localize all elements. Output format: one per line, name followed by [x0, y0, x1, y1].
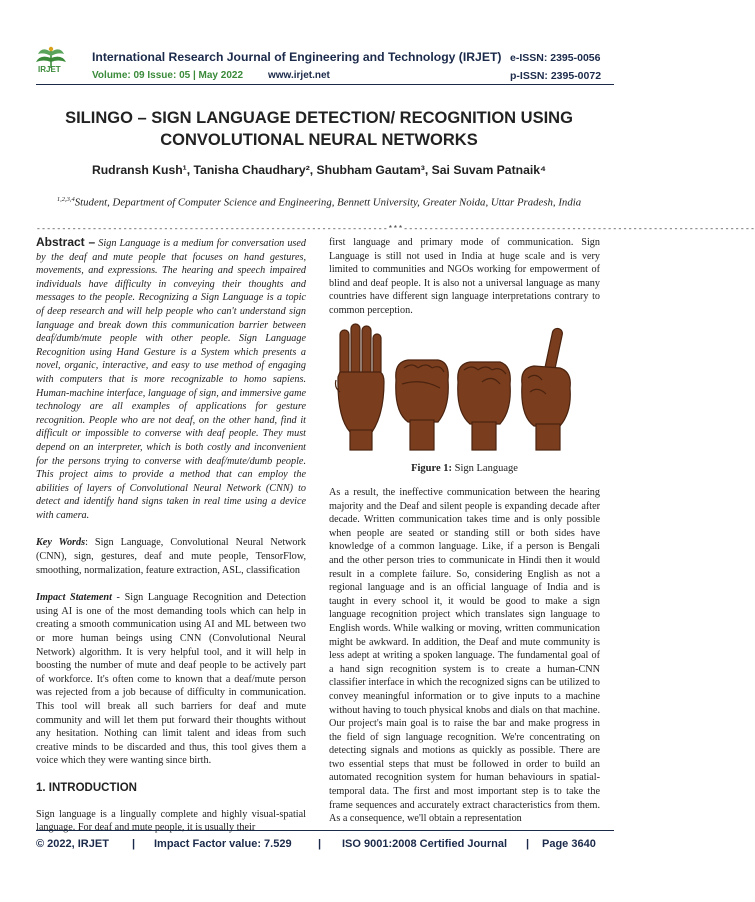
footer-iso: ISO 9001:2008 Certified Journal — [342, 838, 508, 850]
keywords-label: Key Words — [36, 537, 86, 549]
e-issn: e-ISSN: 2395-0056 — [510, 52, 601, 64]
open-palm-hand-icon — [336, 324, 385, 450]
volume-issue: Volume: 09 Issue: 05 | May 2022 — [92, 70, 244, 81]
figure-caption — [329, 463, 600, 474]
section-separator: ---------------------------------------------------------------------***--------------------------------------------------------------------- — [36, 225, 755, 234]
journal-name: International Research Journal of Engineering and Technology (IRJET) — [92, 50, 502, 64]
footer-copyright: © 2022, IRJET — [36, 838, 109, 850]
sign-language-figure — [332, 322, 600, 454]
journal-website-link[interactable]: www.irjet.net — [268, 70, 330, 81]
impact-paragraph — [36, 591, 306, 768]
fist-hand-icon — [396, 360, 449, 450]
abstract-label: Abstract – — [36, 235, 96, 249]
pointing-hand-icon — [522, 328, 571, 450]
figure-label: Figure 1: — [411, 463, 453, 474]
impact-text: - Sign Language Recognition and Detection using AI is one of the most demanding tools which can help in creating a smooth communication using AI and ML between two or more human beings using CNN (Convolutional Neural Network) algorithm. It is very helpful tool, and it will help in boosting the number of mute and deaf people to be actively part of workforce. It's often come to known that a deaf/mute person was rejected from a job because of difficulty in communication. This tool will break all such barriers for deaf and mute community and will let them put forward their thoughts without any hesitation. Nothing can limit talent and ideas from such creative minds to be discarded and thus, this tool gives them a voice which they were wanting since birth. — [36, 592, 306, 767]
header-divider — [36, 84, 614, 85]
footer-separator: | — [132, 838, 136, 850]
affiliation-superscript: 1,2,3,4 — [56, 196, 75, 203]
paper-authors: Rudransh Kush¹, Tanisha Chaudhary², Shubham Gautam³, Sai Suvam Patnaik⁴ — [91, 163, 547, 177]
intro-paragraph: Sign language is a lingually complete and highly visual-spatial language. For deaf and mute people, it is usually their — [36, 808, 306, 834]
paper-affiliation — [36, 193, 602, 210]
abstract-paragraph — [36, 236, 306, 522]
impact-label: Impact Statement — [36, 592, 112, 604]
p-issn: p-ISSN: 2395-0072 — [510, 70, 602, 82]
footer-divider — [36, 830, 614, 831]
logo-text: IRJET — [38, 65, 61, 74]
curled-hand-icon — [458, 362, 511, 450]
right-column-bottom — [329, 486, 600, 826]
footer-impact-factor: Impact Factor value: 7.529 — [154, 838, 292, 850]
footer-separator: | — [318, 838, 322, 850]
figure-caption-text: Sign Language — [452, 463, 518, 474]
right-paragraph-1: first language and primary mode of communication. Sign Language is still not used in India at huge scale and is very limited to communities and NGOs working for empowerment of blind and deaf people. It is also not a universal language as many countries have different sign language interpretations contrary to common perception. — [329, 237, 600, 316]
affiliation-text: Student, Department of Computer Science and Engineering, Bennett University, Greater Noida, Uttar Pradesh, India — [74, 196, 582, 209]
keywords-paragraph — [36, 536, 306, 577]
left-column — [36, 236, 306, 835]
footer-page-number: Page 3640 — [542, 838, 596, 850]
abstract-text: Sign Language is a medium for conversation used by the deaf and mute people that focuses on hand gestures, movements, and expressions. The hearing and speech impaired individuals have difficulty in conveying their thoughts and messages to the people. Recognizing a Sign Language is a topic of deep research and will help people who can't understand sign language and break down this communication barrier between deaf/dumb/mute people with other people. Sign Language Recognition using Hand Gesture is a System which presents a novel, organic, interactive, and easy to use method of engaging with computers that is more recognizable to homo sapiens. Human-machine interface, language of sign, and immersive game technology are all examples of applications for gesture recognition. People who are not deaf, on the other hand, find it difficult or impossible to converse with deaf people. They must depend on an interpreter, which is both costly and inconvenient for the persons trying to converse with deaf/mute/dumb people. This project aims to provide a method that can employ the abilities of layers of Convolutional Neural Network (CNN) to detect and identify hand signs taken in real time using a device with camera. — [36, 238, 306, 521]
paper-title: SILINGO – SIGN LANGUAGE DETECTION/ RECOGNITION USING CONVOLUTIONAL NEURAL NETWORKS — [65, 109, 573, 149]
keywords-text: : Sign Language, Convolutional Neural Network (CNN), sign, gestures, deaf and mute people, TensorFlow, smoothing, normalization, feature extraction, ASL, classification — [36, 537, 306, 576]
right-column-top — [329, 236, 600, 318]
footer-separator: | — [526, 838, 530, 850]
section-heading-introduction: 1. INTRODUCTION — [36, 781, 137, 794]
right-paragraph-2: As a result, the ineffective communication between the hearing majority and the Deaf and silent people is expanding decade after decade. Written communication takes time and is only possible when people are seated or standing still or both sides have knowledge of a common language. Like, if a person is Bengali and the other person tries to communicate in Hindi then it would result in a complete failure. So, considering English as not a regional language and is an official language of India and is taught in every school it, it would be good to make a sign language recognition project which translates sign language to English words. While walking or moving, written communication might be awkward. In addition, the Deaf and mute community is less adept at writing a spoken language. The fundamental goal of a hand sign recognition system is to create a human-CNN classifier interface in which the recognized signs can be utilized to convey meaningful information or to give inputs to a machine without having to touch physical knobs and dials on that machine. Our project's main goal is to raise the bar and make progress in the field of sign language recognition. We're concentrating on detecting signals and motions as quickly as possible. There are two essential steps that must be followed in order to build an automated recognition system for human behaviours in spatial-temporal data. The first and most important step is to take the frame sequences and accurately extract characteristics from them. As a consequence, we'll obtain a representation — [329, 487, 600, 825]
